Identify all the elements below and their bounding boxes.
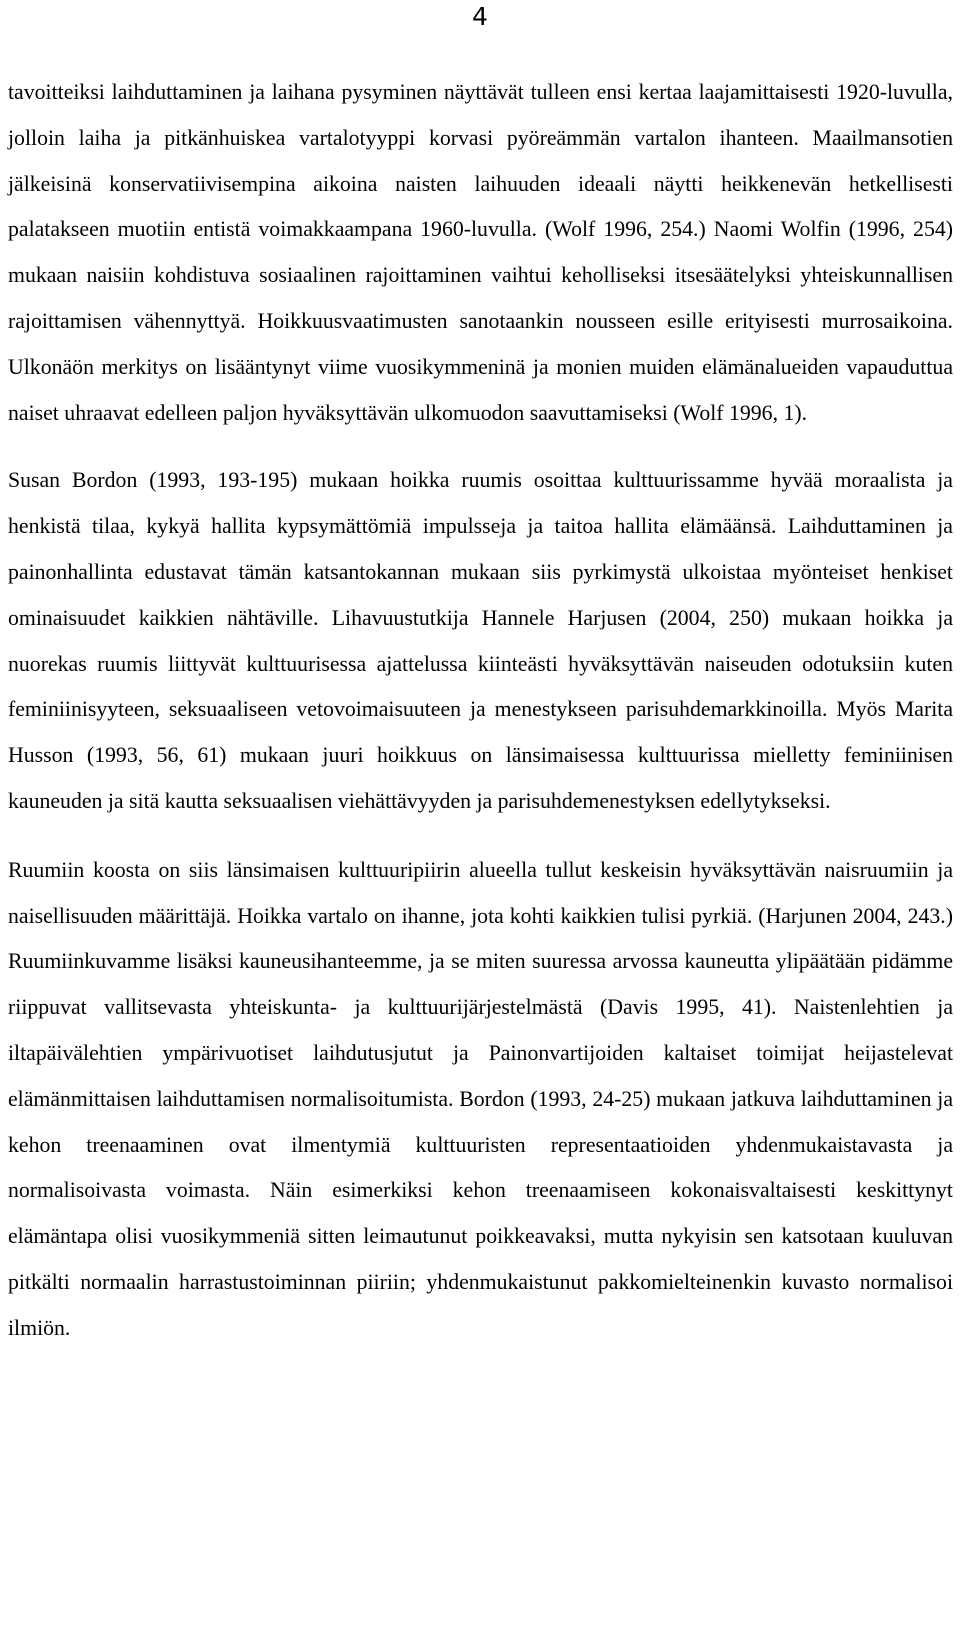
paragraph-3: Ruumiin koosta on siis länsimaisen kulttuuripiirin alueella tullut keskeisin hyväksyttävän naisruumiin ja naisellisuuden määrittäjä. Hoikka vartalo on ihanne, jota kohti kaikkien tulisi pyrkiä. (Harjunen 2004, 243.) Ruumiinkuvamme lisäksi kauneusihanteemme, ja se miten suuressa arvossa kauneutta ylipäätään pidämme riippuvat vallitsevasta yhteiskunta- ja kulttuurijärjestelmästä (Davis 1995, 41). Naistenlehtien ja iltapäivälehtien ympärivuotiset laihdutusjutut ja Painonvartijoiden kaltaiset toimijat heijastelevat elämänmittaisen laihduttamisen normalisoitumista. Bordon (1993, 24-25) mukaan jatkuva laihduttaminen ja kehon treenaaminen ovat ilmentymiä kulttuuristen representaatioiden yhdenmukaistavasta ja normalisoivasta voimasta. Näin esimerkiksi kehon treenaamiseen kokonaisvaltaisesti keskittynyt elämäntapa olisi vuosikymmeniä sitten leimautunut poikkeavaksi, mutta nykyisin sen katsotaan kuuluvan pitkälti normaalin harrastustoiminnan piiriin; yhdenmukaistunut pakkomielteinenkin kuvasto normalisoi ilmiön. [8,857,953,1340]
paragraph-2: Susan Bordon (1993, 193-195) mukaan hoikka ruumis osoittaa kulttuurissamme hyvää moraalista ja henkistä tilaa, kykyä hallita kypsymättömiä impulsseja ja taitoa hallita elämäänsä. Laihduttaminen ja painonhallinta edustavat tämän katsantokannan mukaan siis pyrkimystä ulkoistaa myönteiset henkiset ominaisuudet kaikkien nähtäville. Lihavuustutkija Hannele Harjusen (2004, 250) mukaan hoikka ja nuorekas ruumis liittyvät kulttuurisessa ajattelussa kiinteästi hyväksyttävän naiseuden odotuksiin kuten feminiinisyyteen, seksuaaliseen vetovoimaisuuteen ja menestykseen parisuhdemarkkinoilla. Myös Marita Husson (1993, 56, 61) mukaan juuri hoikkuus on länsimaisessa kulttuurissa mielletty feminiinisen kauneuden ja sitä kautta seksuaalisen viehättävyyden ja parisuhdemenestyksen edellytykseksi. [8,468,953,813]
paragraph-1: tavoitteiksi laihduttaminen ja laihana pysyminen näyttävät tulleen ensi kertaa laajamittaisesti 1920-luvulla, jolloin laiha ja pitkänhuiskea vartalotyyppi korvasi pyöreämmän vartalon ihanteen. Maailmansotien jälkeisinä konservatiivisempina aikoina naisten laihuuden ideaali näytti heikkenevän hetkellisesti palatakseen muotiin entistä voimakkaampana 1960-luvulla. (Wolf 1996, 254.) Naomi Wolfin (1996, 254) mukaan naisiin kohdistuva sosiaalinen rajoittaminen vaihtui keholliseksi itsesäätelyksi yhteiskunnallisen rajoittamisen vähennyttyä. Hoikkuusvaatimusten sanotaankin nousseen esille erityisesti murrosaikoina. Ulkonäön merkitys on lisääntynyt viime vuosikymmeninä ja monien muiden elämänalueiden vapauduttua naiset uhraavat edelleen paljon hyväksyttävän ulkomuodon saavuttamiseksi (Wolf 1996, 1). [8,80,953,425]
page-number: 4 [472,2,488,31]
document-body [8,70,953,1352]
